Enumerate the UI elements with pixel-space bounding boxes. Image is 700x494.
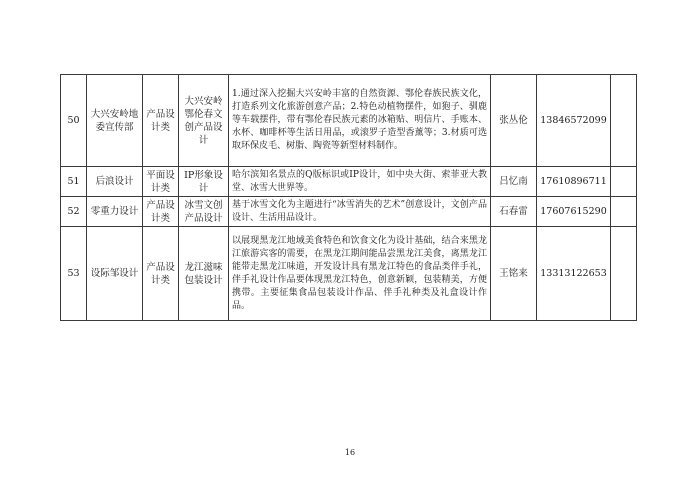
contact-person: 张丛伦 [491,75,537,167]
category: 平面设计类 [143,167,179,197]
organization: 设际邹设计 [87,227,143,321]
project-table [60,74,637,321]
organization: 零重力设计 [87,197,143,227]
note [611,227,637,321]
row-number: 52 [61,197,87,227]
category: 产品设计类 [143,75,179,167]
description: 1.通过深入挖掘大兴安岭丰富的自然资源、鄂伦春族民族文化，打造系列文化旅游创意产品；2.特色动植物摆件，如狍子、驯鹿等车载摆件，带有鄂伦春民族元素的冰箱贴、明信片、手账本、水杯、咖啡杯等生活日用品，或滚罗子造型香薰等；3.材质可选取环保皮毛、树脂、陶瓷等新型材料制作。 [229,75,491,167]
project-name: 大兴安岭鄂伦春文创产品设计 [179,75,229,167]
category: 产品设计类 [143,197,179,227]
category: 产品设计类 [143,227,179,321]
phone-number: 13846572099 [537,75,611,167]
row-number: 53 [61,227,87,321]
table-row [61,227,637,321]
organization: 后浪设计 [87,167,143,197]
page-number: 16 [344,448,356,457]
note [611,75,637,167]
description: 哈尔滨知名景点的Q版标识或IP设计，如中央大街、索菲亚大教堂、冰雪大世界等。 [229,167,491,197]
description: 以展现黑龙江地域美食特色和饮食文化为设计基础，结合来黑龙江旅游宾客的需要，在黑龙江期间能品尝黑龙江美食，离黑龙江能带走黑龙江味道，开发设计具有黑龙江特色的食品类伴手礼，伴手礼设计作品要体现黑龙江特色，创意新颖，包装精美，方便携带。主要征集食品包装设计作品、伴手礼种类及礼盒设计作品。 [229,227,491,321]
phone-number: 13313122653 [537,227,611,321]
contact-person: 石春雷 [491,197,537,227]
table-container [60,74,636,321]
note [611,167,637,197]
project-name: 龙江滋味包装设计 [179,227,229,321]
phone-number: 17607615290 [537,197,611,227]
organization: 大兴安岭地委宣传部 [87,75,143,167]
row-number: 51 [61,167,87,197]
contact-person: 吕忆南 [491,167,537,197]
project-name: IP形象设计 [179,167,229,197]
row-number: 50 [61,75,87,167]
table-row [61,167,637,197]
table-row [61,197,637,227]
note [611,197,637,227]
description: 基于冰雪文化为主题进行“冰雪消失的艺术”创意设计，文创产品设计、生活用品设计。 [229,197,491,227]
phone-number: 17610896711 [537,167,611,197]
contact-person: 王铭来 [491,227,537,321]
project-name: 冰雪文创产品设计 [179,197,229,227]
table-row [61,75,637,167]
